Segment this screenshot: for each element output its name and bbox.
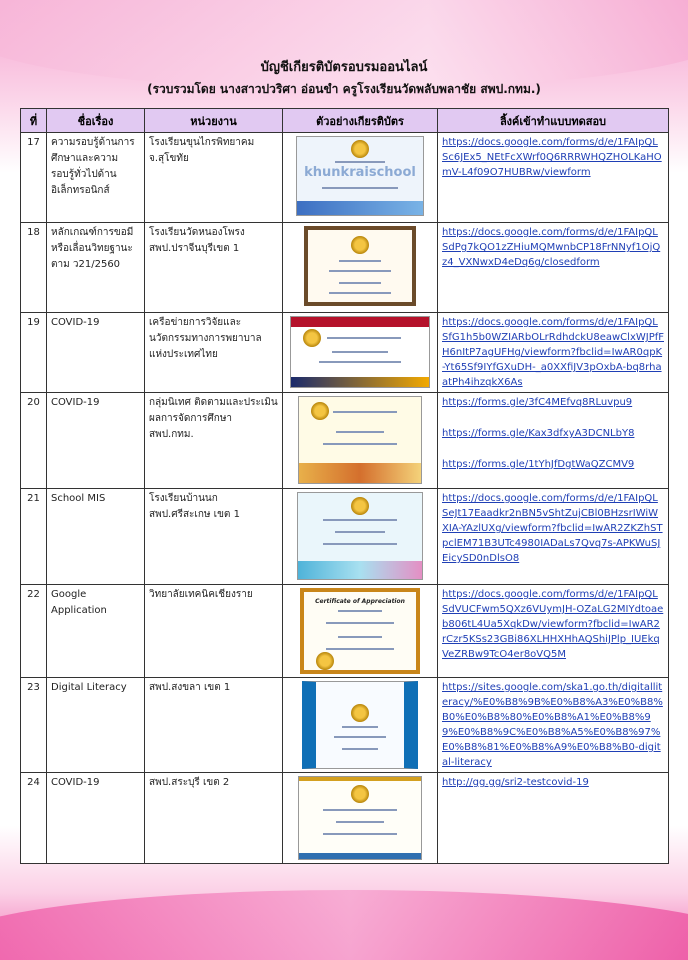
table-header-row xyxy=(21,109,669,133)
row-topic: หลักเกณฑ์การขอมีหรือเลื่อนวิทยฐานะ ตาม ว21/2560 xyxy=(47,223,145,313)
certificate-thumbnail-cell xyxy=(283,393,438,489)
row-agency: โรงเรียนขุนไกรพิทยาคม จ.สุโขทัย xyxy=(145,133,283,223)
test-link[interactable]: https://forms.gle/3fC4MEfvq8RLuvpu9 xyxy=(442,397,633,408)
row-agency: สพป.สระบุรี เขต 2 xyxy=(145,773,283,864)
row-agency: วิทยาลัยเทคนิคเชียงราย xyxy=(145,585,283,678)
test-link[interactable]: https://forms.gle/Kax3dfxyA3DCNLbY8 xyxy=(442,428,635,439)
certificate-watermark: khunkraischool xyxy=(304,165,416,180)
table-row xyxy=(21,489,669,585)
page-subtitle: (รวบรวมโดย นางสาวปวริศา อ่อนขำ ครูโรงเรียนวัดพลับพลาชัย สพป.กทม.) xyxy=(147,82,541,96)
row-topic: Google Application xyxy=(47,585,145,678)
col-header-topic: ชื่อเรื่อง xyxy=(47,109,145,133)
test-link[interactable]: http://gg.gg/sri2-testcovid-19 xyxy=(442,777,589,788)
test-link[interactable]: https://docs.google.com/forms/d/e/1FAIpQLSdVUCFwm5QXz6VUymJH-OZaLG2MIYdtoaeb806tL4Ua5XqkDw/viewform?fbclid=IwAR2rCzr5KSs23GBi86XLHHXHhAQShiJPlp_IUEkqVeZRBw9TcO4er8oVQ5M xyxy=(442,589,664,660)
test-link[interactable]: https://sites.google.com/ska1.go.th/digitalliteracy/%E0%B8%9B%E0%B8%A3%E0%B8%B0%E0%B8%80%E0%B8%A1%E0%B8%99%E0%B8%9C%E0%B8%A5%E0%B8%97%E0%B8%81%E0%B8%A9%E0%B8%B0-digital-literacy xyxy=(442,682,663,768)
test-link[interactable]: https://docs.google.com/forms/d/e/1FAIpQLSdPg7kQO1zZHiuMQMwnbCP18FrNNyf1OjQz4_VXNwxD4eDq6g/closedform xyxy=(442,227,661,268)
table-row xyxy=(21,313,669,393)
row-number: 19 xyxy=(21,313,47,393)
col-header-certificate: ตัวอย่างเกียรติบัตร xyxy=(283,109,438,133)
row-agency: สพป.สงขลา เขต 1 xyxy=(145,678,283,773)
col-header-agency: หน่วยงาน xyxy=(145,109,283,133)
certificate-image[interactable] xyxy=(302,681,418,769)
row-number: 17 xyxy=(21,133,47,223)
row-number: 18 xyxy=(21,223,47,313)
table-row xyxy=(21,133,669,223)
row-topic: COVID-19 xyxy=(47,393,145,489)
row-link-cell xyxy=(438,773,669,864)
row-agency: โรงเรียนบ้านนก สพป.ศรีสะเกษ เขต 1 xyxy=(145,489,283,585)
certificate-thumbnail-cell xyxy=(283,678,438,773)
page-header xyxy=(0,58,688,100)
certificate-table xyxy=(20,108,669,864)
col-header-no: ที่ xyxy=(21,109,47,133)
row-agency: กลุ่มนิเทศ ติดตามและประเมินผลการจัดการศึกษา สพป.กทม. xyxy=(145,393,283,489)
certificate-image[interactable] xyxy=(300,588,420,674)
row-topic: COVID-19 xyxy=(47,313,145,393)
table-row xyxy=(21,773,669,864)
test-link[interactable]: https://docs.google.com/forms/d/e/1FAIpQLSfG1h5b0WZIARbOLrRdhdckU8eawClxWJPfFH6nItP7agUFHg/viewform?fbclid=IwAR0qpK-Yt65Sf9IYfGXuDH-_a0XXfiJV3pOxbA-bq8rhaatPh4ihzqkX6As xyxy=(442,317,664,388)
certificate-thumbnail-cell xyxy=(283,223,438,313)
row-number: 24 xyxy=(21,773,47,864)
test-link[interactable]: https://forms.gle/1tYhJfDgtWaQZCMV9 xyxy=(442,459,635,470)
certificate-thumbnail-cell xyxy=(283,773,438,864)
row-topic: ความรอบรู้ด้านการศึกษาและความรอบรู้ทั่วไปด้านอิเล็กทรอนิกส์ xyxy=(47,133,145,223)
test-link[interactable]: https://docs.google.com/forms/d/e/1FAIpQLSc6JEx5_NEtFcXWrf0Q6RRRWHQZHOLKaHOmV-L4f09O7HUBRw/viewform xyxy=(442,137,662,178)
row-topic: School MIS xyxy=(47,489,145,585)
row-number: 21 xyxy=(21,489,47,585)
row-link-cell xyxy=(438,223,669,313)
row-link-cell xyxy=(438,133,669,223)
row-agency: โรงเรียนวัดหนองโพรง สพป.ปราจีนบุรีเขต 1 xyxy=(145,223,283,313)
table-row xyxy=(21,393,669,489)
row-number: 20 xyxy=(21,393,47,489)
footer-decoration xyxy=(0,890,688,960)
table-row xyxy=(21,678,669,773)
row-number: 23 xyxy=(21,678,47,773)
certificate-image[interactable] xyxy=(297,492,423,580)
certificate-image[interactable] xyxy=(298,776,422,860)
row-link-cell xyxy=(438,678,669,773)
col-header-link: ลิ้งค์เข้าทำแบบทดสอบ xyxy=(438,109,669,133)
certificate-image[interactable] xyxy=(304,226,416,306)
certificate-thumbnail-cell xyxy=(283,585,438,678)
certificate-thumbnail-cell xyxy=(283,133,438,223)
row-topic: Digital Literacy xyxy=(47,678,145,773)
row-link-cell xyxy=(438,585,669,678)
certificate-thumbnail-cell xyxy=(283,489,438,585)
certificate-image[interactable] xyxy=(290,316,430,388)
row-link-cell xyxy=(438,393,669,489)
certificate-thumbnail-cell xyxy=(283,313,438,393)
row-agency: เครือข่ายการวิจัยและนวัตกรรมทางการพยาบาลแห่งประเทศไทย xyxy=(145,313,283,393)
row-link-cell xyxy=(438,313,669,393)
certificate-image[interactable] xyxy=(296,136,424,216)
certificate-image[interactable] xyxy=(298,396,422,484)
table-row xyxy=(21,585,669,678)
test-link[interactable]: https://docs.google.com/forms/d/e/1FAIpQLSeJt17Eaadkr2nBN5vShtZujCBl0BHzsrIWiWXIA-YAzlUXg/viewform?fbclid=IwAR2ZKZhSTpclEM71B3UTc4980IADaLs7Qvq7s-APKWuSJEicySD0nDlsO8 xyxy=(442,493,663,564)
page-title: บัญชีเกียรติบัตรอบรมออนไลน์ xyxy=(260,60,428,75)
row-number: 22 xyxy=(21,585,47,678)
row-topic: COVID-19 xyxy=(47,773,145,864)
table-row xyxy=(21,223,669,313)
certificate-heading: Certificate of Appreciation xyxy=(315,598,405,605)
row-link-cell xyxy=(438,489,669,585)
